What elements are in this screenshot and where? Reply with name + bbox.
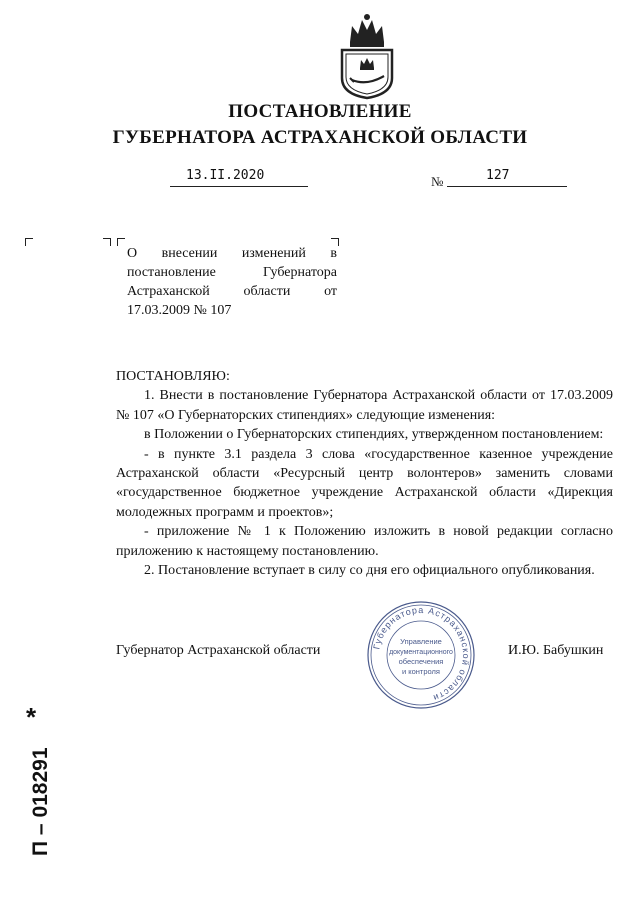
coat-of-arms-emblem (338, 12, 396, 100)
issuer-title: ГУБЕРНАТОРА АСТРАХАНСКОЙ ОБЛАСТИ (112, 127, 528, 148)
signatory-name: И.Ю. Бабушкин (508, 643, 604, 658)
paragraph-4: - приложение № 1 к Положению изложить в новой редакции согласно приложению к настоящему постановлению. (116, 524, 613, 559)
document-subject: О внесении изменений в постановление Губернатора Астраханской области от 17.03.2009 № 107 (127, 246, 337, 318)
resolution-intro: ПОСТАНОВЛЯЮ: (116, 369, 230, 384)
document-date: 13.II.2020 (186, 168, 265, 183)
paragraph-5: 2. Постановление вступает в силу со дня его официального опубликования. (144, 563, 595, 579)
signatory-position: Губернатор Астраханской области (116, 643, 321, 658)
stamp-inner-line-3: обеспечения (398, 657, 444, 666)
document-number: 127 (486, 168, 510, 183)
date-underline (170, 186, 308, 187)
stamp-inner-line-4: и контроля (401, 667, 441, 676)
document-type-title: ПОСТАНОВЛЕНИЕ (228, 101, 412, 122)
serial-number: П – 018291 (29, 747, 52, 856)
stamp-outer-text: Губернатора Астраханской области (371, 604, 472, 704)
corner-mark (25, 238, 33, 246)
corner-mark (103, 238, 111, 246)
number-label: № (431, 174, 444, 189)
serial-number-mark (3, 708, 63, 858)
document-body (116, 367, 613, 580)
paragraph-3: - в пункте 3.1 раздела 3 слова «государственное казенное учреждение Астраханской области «Ресурсный центр волонтеров» заменить словами «государственное бюджетное учреждение Астраханской области «Дирекция молодежных программ и проектов»; (116, 446, 613, 520)
paragraph-2: в Положении о Губернаторских стипендиях, утвержденном постановлением: (144, 427, 604, 443)
serial-asterisk: * (25, 708, 37, 732)
paragraph-1: 1. Внести в постановление Губернатора Астраханской области от 17.03.2009 № 107 «О Губернаторских стипендиях» следующие изменения: (116, 388, 613, 423)
official-stamp (366, 600, 476, 710)
corner-mark (117, 238, 125, 246)
number-underline (447, 186, 567, 187)
stamp-inner-line-1: Управление (400, 637, 442, 646)
stamp-inner-line-2: документационного (389, 649, 453, 656)
